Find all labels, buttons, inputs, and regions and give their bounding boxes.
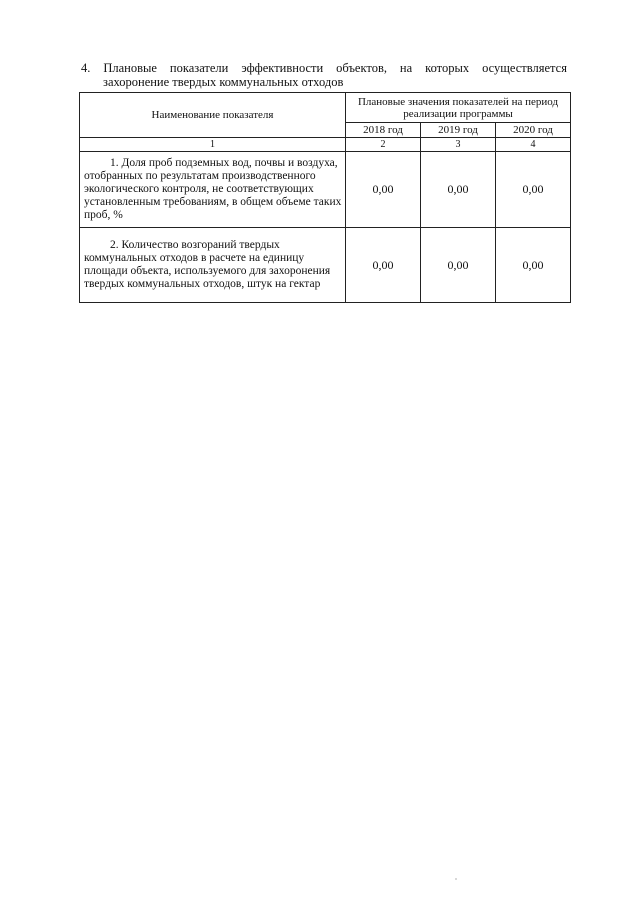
value-2019: 0,00 — [421, 152, 496, 228]
indicator-name-text: 1. Доля проб подземных вод, почвы и воздуха, отобранных по результатам производственного экологического контроля, не соответствующих установленным требованиям, в общем объеме таких проб, % — [84, 157, 342, 221]
indicators-table — [79, 92, 571, 303]
header-year-2020: 2020 год — [496, 123, 571, 138]
value-2020: 0,00 — [496, 228, 571, 303]
column-numbers-row — [80, 138, 571, 152]
heading-word: объектов, — [336, 61, 387, 75]
heading-word: осуществляется — [482, 61, 567, 75]
heading-word: Плановые — [103, 61, 157, 75]
table-row — [80, 152, 571, 228]
header-planned-values: Плановые значения показателей на период реализации программы — [346, 93, 571, 123]
value-2018: 0,00 — [346, 228, 421, 303]
scan-artifact — [455, 878, 457, 880]
section-heading-line-2: захоронение твердых коммунальных отходов — [103, 75, 344, 89]
heading-word: на — [399, 61, 413, 75]
value-2018: 0,00 — [346, 152, 421, 228]
table-header-row — [80, 93, 571, 123]
value-2019: 0,00 — [421, 228, 496, 303]
header-year-2019: 2019 год — [421, 123, 496, 138]
value-2020: 0,00 — [496, 152, 571, 228]
heading-word: которых — [425, 61, 470, 75]
column-number: 3 — [421, 138, 496, 152]
header-indicator-name: Наименование показателя — [80, 93, 346, 138]
column-number: 2 — [346, 138, 421, 152]
table-row — [80, 228, 571, 303]
indicator-name — [80, 152, 346, 228]
indicator-name-text: 2. Количество возгораний твердых коммунальных отходов в расчете на единицу площади объекта, используемого для захоронения твердых коммунальных отходов, штук на гектар — [84, 239, 331, 290]
column-number: 4 — [496, 138, 571, 152]
section-number: 4. — [81, 61, 91, 75]
header-year-2018: 2018 год — [346, 123, 421, 138]
heading-word: эффективности — [241, 61, 324, 75]
heading-word: показатели — [169, 61, 229, 75]
section-heading-line-1 — [81, 61, 567, 75]
indicator-name — [80, 228, 346, 303]
section-heading — [81, 61, 567, 89]
column-number: 1 — [80, 138, 346, 152]
